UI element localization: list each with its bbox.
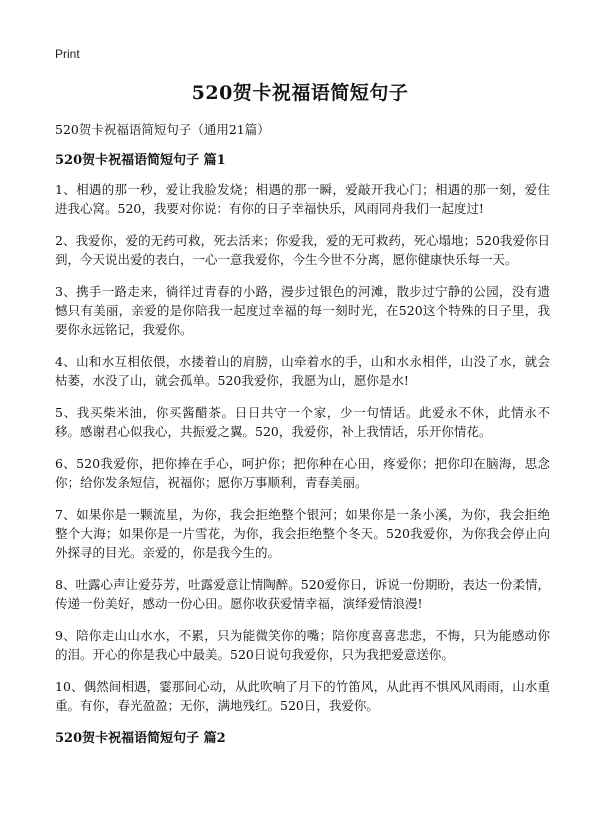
paragraph-6: 6、520我爱你，把你捧在手心，呵护你；把你种在心田，疼爱你；把你印在脑海，思念你；给你发条短信，祝福你；愿你万事顺利，青春美丽。	[55, 456, 550, 490]
page-title: 520贺卡祝福语简短句子	[191, 82, 409, 104]
document-body	[55, 120, 550, 758]
document-subtitle: 520贺卡祝福语简短句子（通用21篇）	[55, 122, 270, 137]
section-heading-1: 520贺卡祝福语简短句子 篇1	[55, 153, 226, 168]
paragraph-1: 1、相遇的那一秒，爱让我脸发烧；相遇的那一瞬，爱敲开我心门；相遇的那一刻，爱住进我心窝。520，我要对你说：有你的日子幸福快乐，风雨同舟我们一起度过!	[55, 182, 550, 216]
paragraph-9: 9、陪你走山山水水，不累，只为能微笑你的嘴；陪你度喜喜悲悲，不悔，只为能感动你的泪。开心的你是我心中最美。520日说句我爱你，只为我把爱意送你。	[55, 628, 550, 662]
paragraph-7: 7、如果你是一颗流星，为你，我会拒绝整个银河；如果你是一条小溪，为你，我会拒绝整个大海；如果你是一片雪花，为你，我会拒绝整个冬天。520我爱你，为你我会停止向外探寻的目光。亲爱的，你是我今生的。	[55, 507, 550, 560]
section-heading-2: 520贺卡祝福语简短句子 篇2	[55, 731, 226, 746]
paragraph-5: 5、我买柴米油，你买酱醋茶。日日共守一个家，少一句情话。此爱永不休，此情永不移。感谢君心似我心，共振爱之翼。520，我爱你，补上我情话，乐开你情花。	[55, 405, 550, 439]
print-link[interactable]: Print	[55, 47, 80, 61]
paragraph-3: 3、携手一路走来，徜徉过青春的小路，漫步过银色的河滩，散步过宁静的公园，没有遗憾只有美丽，亲爱的是你陪我一起度过幸福的每一刻时光，在520这个特殊的日子里，我要你永远铭记，我爱你。	[55, 284, 550, 337]
paragraph-8: 8、吐露心声让爱芬芳，吐露爱意让情陶醉。520爱你日，诉说一份期盼，表达一份柔情，传递一份美好，感动一份心田。愿你收获爱情幸福，演绎爱情浪漫!	[55, 577, 550, 611]
paragraph-4: 4、山和水互相依偎，水搂着山的肩膀，山牵着水的手，山和水永相伴，山没了水，就会枯萎，水没了山，就会孤单。520我爱你，我愿为山，愿你是水!	[55, 354, 550, 388]
paragraph-2: 2、我爱你，爱的无药可救，死去活来；你爱我，爱的无可救药，死心塌地；520我爱你日到，今天说出爱的表白，一心一意我爱你，今生今世不分离，愿你健康快乐每一天。	[55, 233, 550, 267]
paragraph-10: 10、偶然间相遇，霎那间心动，从此吹响了月下的竹笛风，从此再不惧风风雨雨，山水重重。有你，春光盈盈；无你，满地残红。520日，我爱你。	[55, 679, 550, 713]
